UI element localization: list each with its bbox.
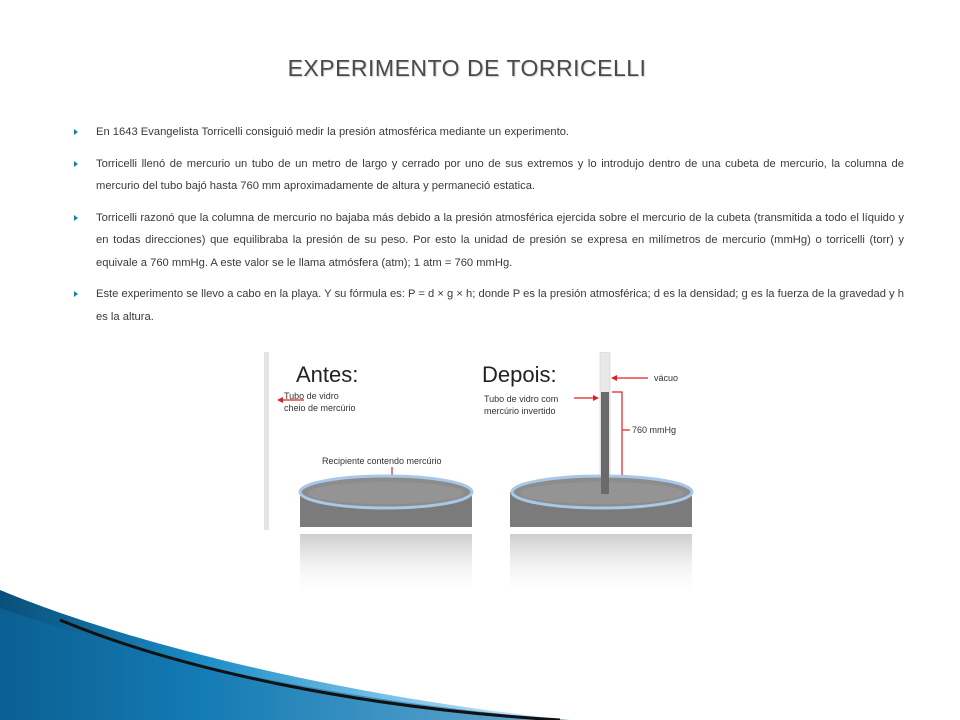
bullet-item: [74, 153, 904, 198]
bullet-text: Este experimento se llevo a cabo en la playa. Y su fórmula es: P = d × g × h; donde P es la presión atmosférica; d es la densidad; g es la fuerza de la gravedad y h es la altura.: [96, 288, 904, 323]
bullet-item: [74, 207, 904, 275]
bullet-arrow-icon: [74, 161, 78, 167]
bullet-item: [74, 121, 904, 144]
container-label: Recipiente contendo mercúrio: [322, 456, 442, 466]
after-tube-label-1: Tubo de vidro com: [484, 394, 559, 404]
before-tube-label-2: cheio de mercúrio: [284, 403, 356, 413]
bullet-text: En 1643 Evangelista Torricelli consiguió medir la presión atmosférica mediante un experimento.: [96, 126, 570, 138]
bullet-arrow-icon: [74, 291, 78, 297]
before-panel: [262, 352, 472, 530]
before-mercury-surface: [308, 482, 464, 504]
corner-swoosh-decoration: [0, 590, 570, 720]
height-label: 760 mmHg: [632, 425, 677, 435]
bullet-arrow-icon: [74, 215, 78, 221]
torricelli-figure: [262, 352, 696, 602]
bullet-text: Torricelli llenó de mercurio un tubo de un metro de largo y cerrado por uno de sus extremos y lo introdujo dentro de una cubeta de mercurio, la columna de mercurio del tubo bajó hasta 760 mm aproximadamente de altura y permaneció estatica.: [96, 157, 904, 192]
bullet-arrow-icon: [74, 129, 78, 135]
bullet-item: [74, 283, 904, 328]
glass-tube-full: [264, 352, 269, 530]
after-tube-label-2: mercúrio invertido: [484, 406, 556, 416]
after-panel: [480, 352, 696, 530]
after-heading: Depois:: [482, 362, 557, 387]
before-tube-label-1: Tubo de vidro: [284, 391, 339, 401]
before-heading: Antes:: [296, 362, 359, 387]
torricelli-diagram: [262, 352, 696, 602]
vacuum-label: vácuo: [654, 373, 679, 383]
bullet-text: Torricelli razonó que la columna de mercurio no bajaba más debido a la presión atmosférica ejercida sobre el mercurio de la cubeta (transmitida a todo el líquido y en todas direcciones) que equilibraba la presión de su peso. Por esto la unidad de presión se expresa en milímetros de mercurio (mmHg) o torricelli (torr) y equivale a 760 mmHg. A este valor se le llama atmósfera (atm); 1 atm = 760 mmHg.: [96, 211, 904, 269]
slide-title: EXPERIMENTO DE TORRICELLI: [287, 55, 647, 81]
bullet-list: [74, 121, 904, 337]
